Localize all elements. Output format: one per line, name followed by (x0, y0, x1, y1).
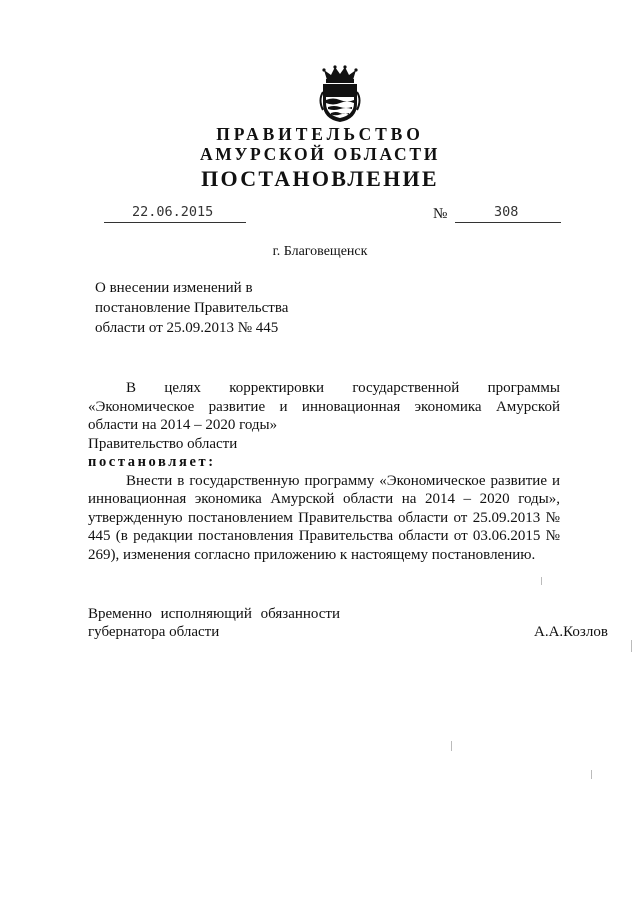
intro-paragraph: В целях корректировки государственной программы «Экономическое развитие и инновационная экономика Амурской области на 2014 – 2020 годы» (88, 380, 560, 433)
city-label: г. Благовещенск (272, 244, 368, 259)
document-date: 22.06.2015 (132, 204, 214, 220)
number-underline (455, 222, 561, 223)
scan-artifact (451, 741, 452, 751)
signer-position-line: губернатора области (88, 624, 220, 640)
document-body (88, 379, 560, 564)
number-sign: № (433, 206, 448, 222)
amur-region-coat-of-arms-icon (315, 64, 365, 124)
signer-position-line: Временно исполняющий обязанности (88, 606, 341, 622)
document-number: 308 (494, 204, 519, 220)
signer-name: А.А.Козлов (534, 624, 608, 640)
decision-paragraph: Внести в государственную программу «Экономическое развитие и инновационная экономика Амурской области на 2014 – 2020 годы», утвержденную постановлением Правительства области от 25.09.2013 № 445 (в редакции постановления Правительства области от 03.06.2015 № 269), изменения согласно приложению к настоящему постановлению. (88, 472, 560, 563)
decree-word: постановляет: (88, 454, 216, 470)
subject-line: О внесении изменений в (95, 280, 253, 296)
scan-artifact (591, 770, 592, 779)
scan-artifact (631, 640, 632, 652)
scan-artifact (541, 577, 542, 585)
document-type-title: ПОСТАНОВЛЕНИЕ (201, 166, 439, 191)
government-title: ПРАВИТЕЛЬСТВО (216, 124, 424, 144)
document-subject (95, 278, 345, 338)
subject-line: постановление Правительства (95, 300, 289, 316)
intro-paragraph-end: Правительство области (88, 435, 238, 452)
subject-line: области от 25.09.2013 № 445 (95, 320, 279, 336)
date-underline (104, 222, 246, 223)
region-title: АМУРСКОЙ ОБЛАСТИ (199, 144, 441, 164)
